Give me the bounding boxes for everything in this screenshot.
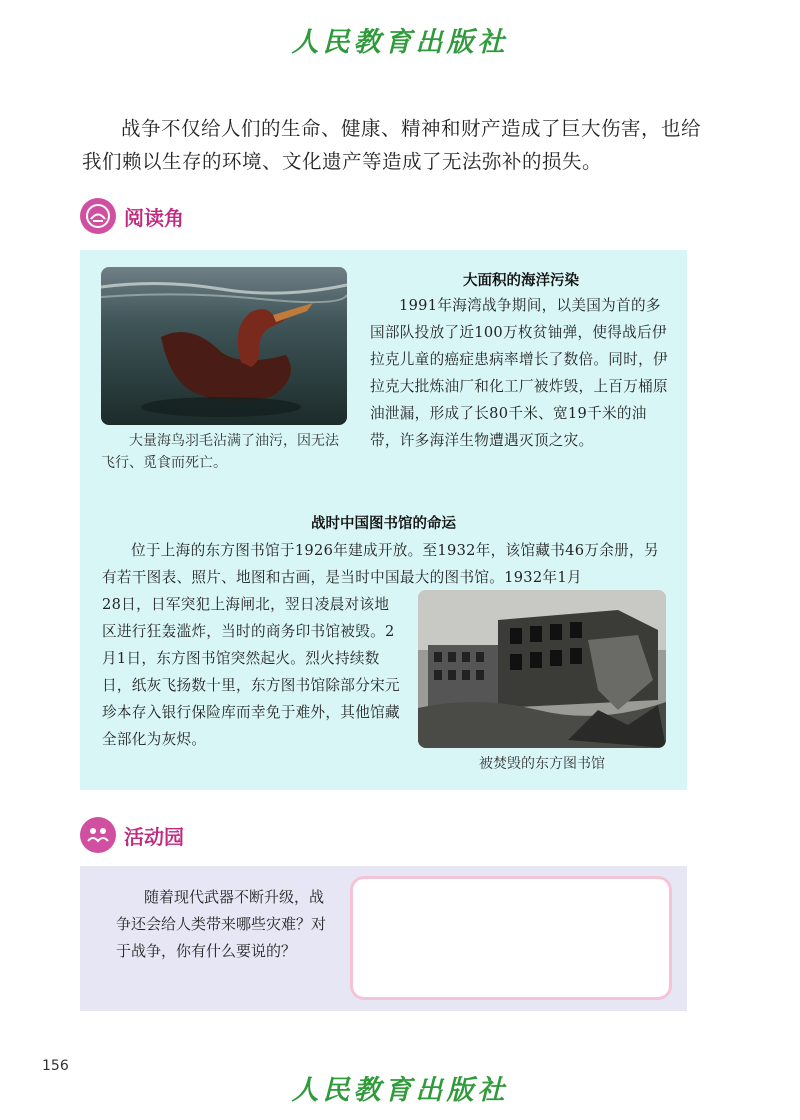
- activity-icon: [80, 817, 116, 853]
- answer-box[interactable]: [350, 876, 672, 1000]
- reading-icon: [80, 198, 116, 234]
- library-ruins-caption: 被焚毁的东方图书馆: [479, 756, 605, 772]
- intro-paragraph: 战争不仅给人们的生命、健康、精神和财产造成了巨大伤害，也给我们赖以生存的环境、文化遗产等造成了无法弥补的损失。: [82, 117, 702, 173]
- oil-bird-caption: 大量海鸟羽毛沾满了油污，因无法飞行、觅食而死亡。: [101, 433, 339, 471]
- article-title: 大面积的海洋污染: [463, 273, 579, 289]
- reading-section-title: 阅读角: [124, 205, 184, 230]
- reading-box: [80, 250, 687, 790]
- activity-section-header: [80, 815, 184, 855]
- page-number: 156: [42, 1058, 69, 1074]
- article-title: 战时中国图书馆的命运: [311, 516, 456, 532]
- article-body: 位于上海的东方图书馆于1926年建成开放。至1932年，该馆藏书46万余册，另有若干图表、照片、地图和古画，是当时中国最大的图书馆。1932年1月: [102, 542, 659, 586]
- article-body: 1991年海湾战争期间，以美国为首的多国部队投放了近100万枚贫铀弹，使得战后伊拉克儿童的癌症患病率增长了数倍。同时，伊拉克大批炼油厂和化工厂被炸毁，上百万桶原油泄漏，形成了长80千米、宽19千米的油带，许多海洋生物遭遇灭顶之灾。: [370, 297, 668, 449]
- oil-bird-photo: [101, 267, 347, 425]
- publisher-header: 人民教育出版社: [291, 27, 509, 58]
- activity-box: [80, 866, 687, 1011]
- publisher-footer: 人民教育出版社: [291, 1075, 509, 1106]
- activity-section-title: 活动园: [124, 824, 184, 849]
- article-body-continued: 28日，日军突犯上海闸北，翌日凌晨对该地区进行狂轰滥炸，当时的商务印书馆被毁。2月1日，东方图书馆突然起火。烈火持续数日，纸灰飞扬数十里，东方图书馆除部分宋元珍本存入银行保险库而幸免于难外，其他馆藏全部化为灰烬。: [102, 596, 400, 748]
- activity-question: 随着现代武器不断升级，战争还会给人类带来哪些灾难？对于战争，你有什么要说的？: [116, 888, 327, 960]
- reading-section-header: [80, 196, 184, 236]
- library-ruins-photo: [418, 590, 666, 748]
